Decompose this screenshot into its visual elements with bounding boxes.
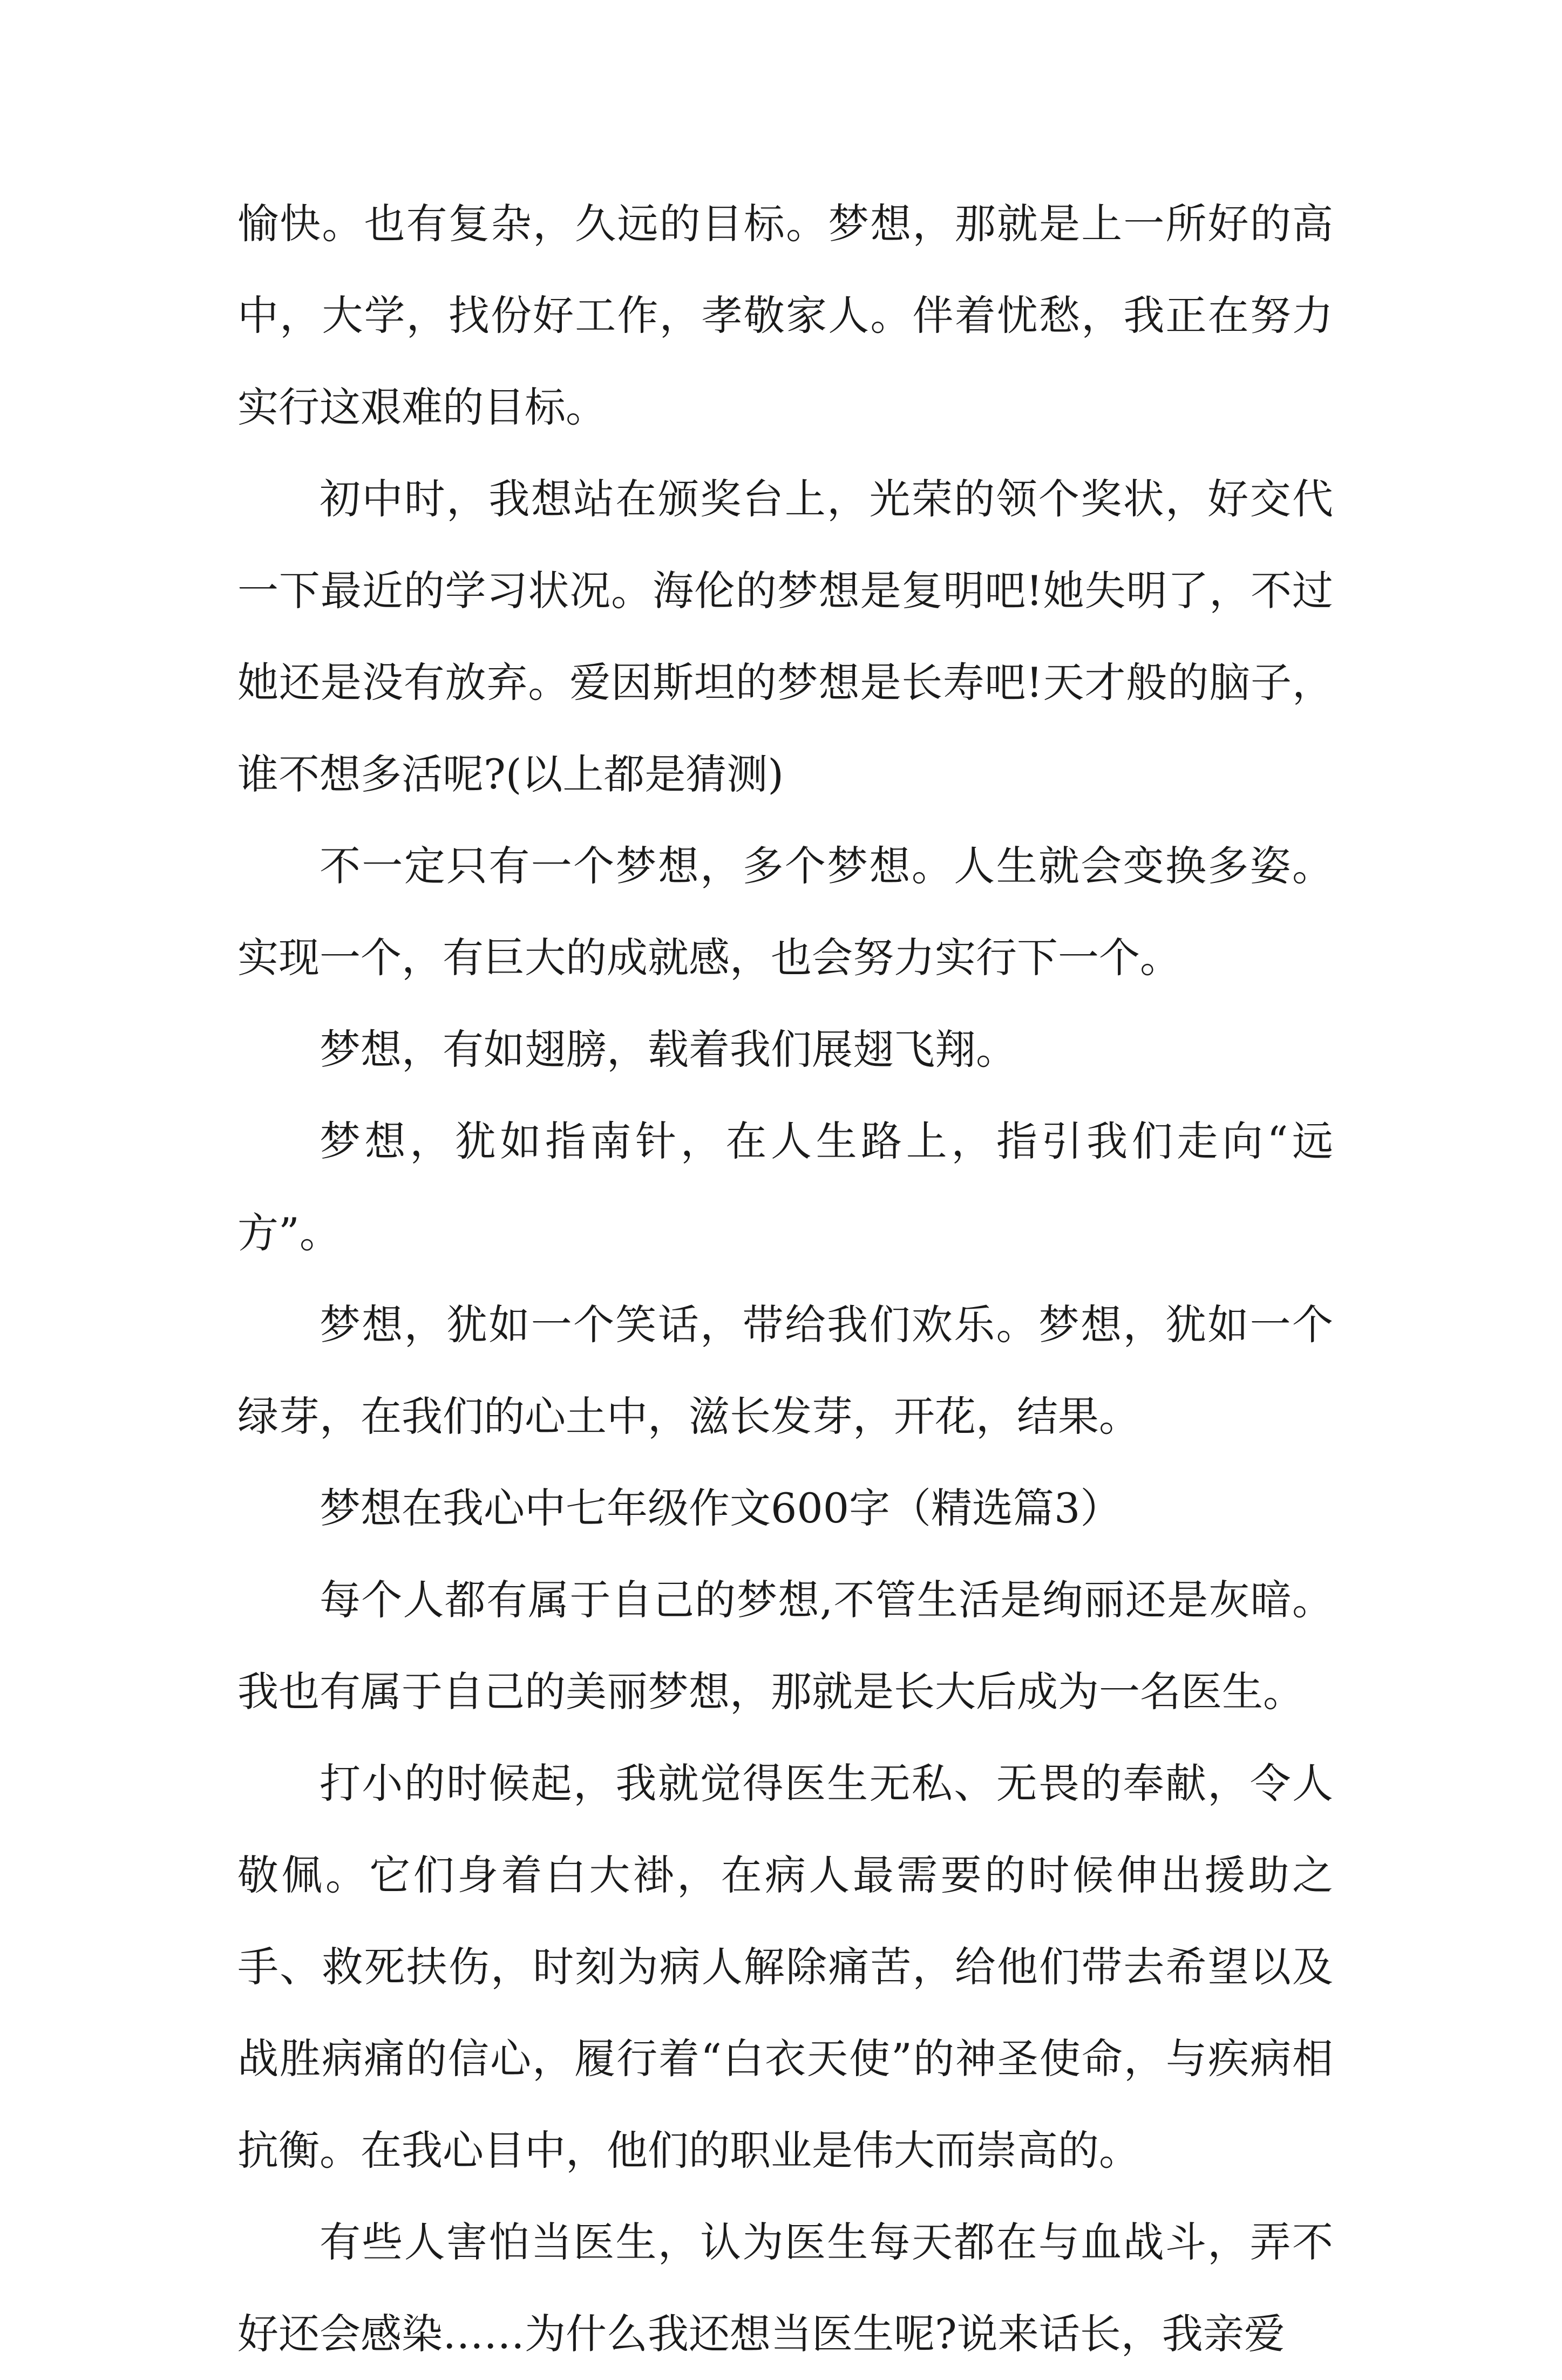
document-body <box>237 178 1333 2380</box>
paragraph-4: 梦想，有如翅膀，载着我们展翅飞翔。 <box>320 1025 1017 1073</box>
paragraph-5: 梦想，犹如指南针，在人生路上，指引我们走向“远方”。 <box>237 1117 1333 1257</box>
paragraph-8: 打小的时候起，我就觉得医生无私、无畏的奉献，令人敬佩。它们身着白大褂，在病人最需要的时候伸出援助之手、救死扶伤，时刻为病人解除痛苦，给他们带去希望以及战胜病痛的信心，履行着“白衣天使”的神圣使命，与疾病相抗衡。在我心目中，他们的职业是伟大而崇高的。 <box>237 1759 1333 2174</box>
paragraph-3: 不一定只有一个梦想，多个梦想。人生就会变换多姿。实现一个，有巨大的成就感，也会努力实行下一个。 <box>237 842 1333 982</box>
section-heading: 梦想在我心中七年级作文600字（精选篇3） <box>320 1484 1122 1532</box>
paragraph-7: 每个人都有属于自己的梦想,不管生活是绚丽还是灰暗。我也有属于自己的美丽梦想，那就是长大后成为一名医生。 <box>237 1576 1333 1716</box>
paragraph-2: 初中时，我想站在颁奖台上，光荣的领个奖状，好交代一下最近的学习状况。海伦的梦想是复明吧!她失明了，不过她还是没有放弃。爱因斯坦的梦想是长寿吧!天才般的脑子，谁不想多活呢?(以上都是猜测) <box>237 475 1333 798</box>
paragraph-9: 有些人害怕当医生，认为医生每天都在与血战斗，弄不好还会感染……为什么我还想当医生呢?说来话长，我亲爱 <box>237 2218 1333 2358</box>
paragraph-1: 愉快。也有复杂，久远的目标。梦想，那就是上一所好的高中，大学，找份好工作，孝敬家人。伴着忧愁，我正在努力实行这艰难的目标。 <box>237 200 1333 431</box>
paragraph-6: 梦想，犹如一个笑话，带给我们欢乐。梦想，犹如一个绿芽，在我们的心土中，滋长发芽，开花，结果。 <box>237 1301 1333 1440</box>
